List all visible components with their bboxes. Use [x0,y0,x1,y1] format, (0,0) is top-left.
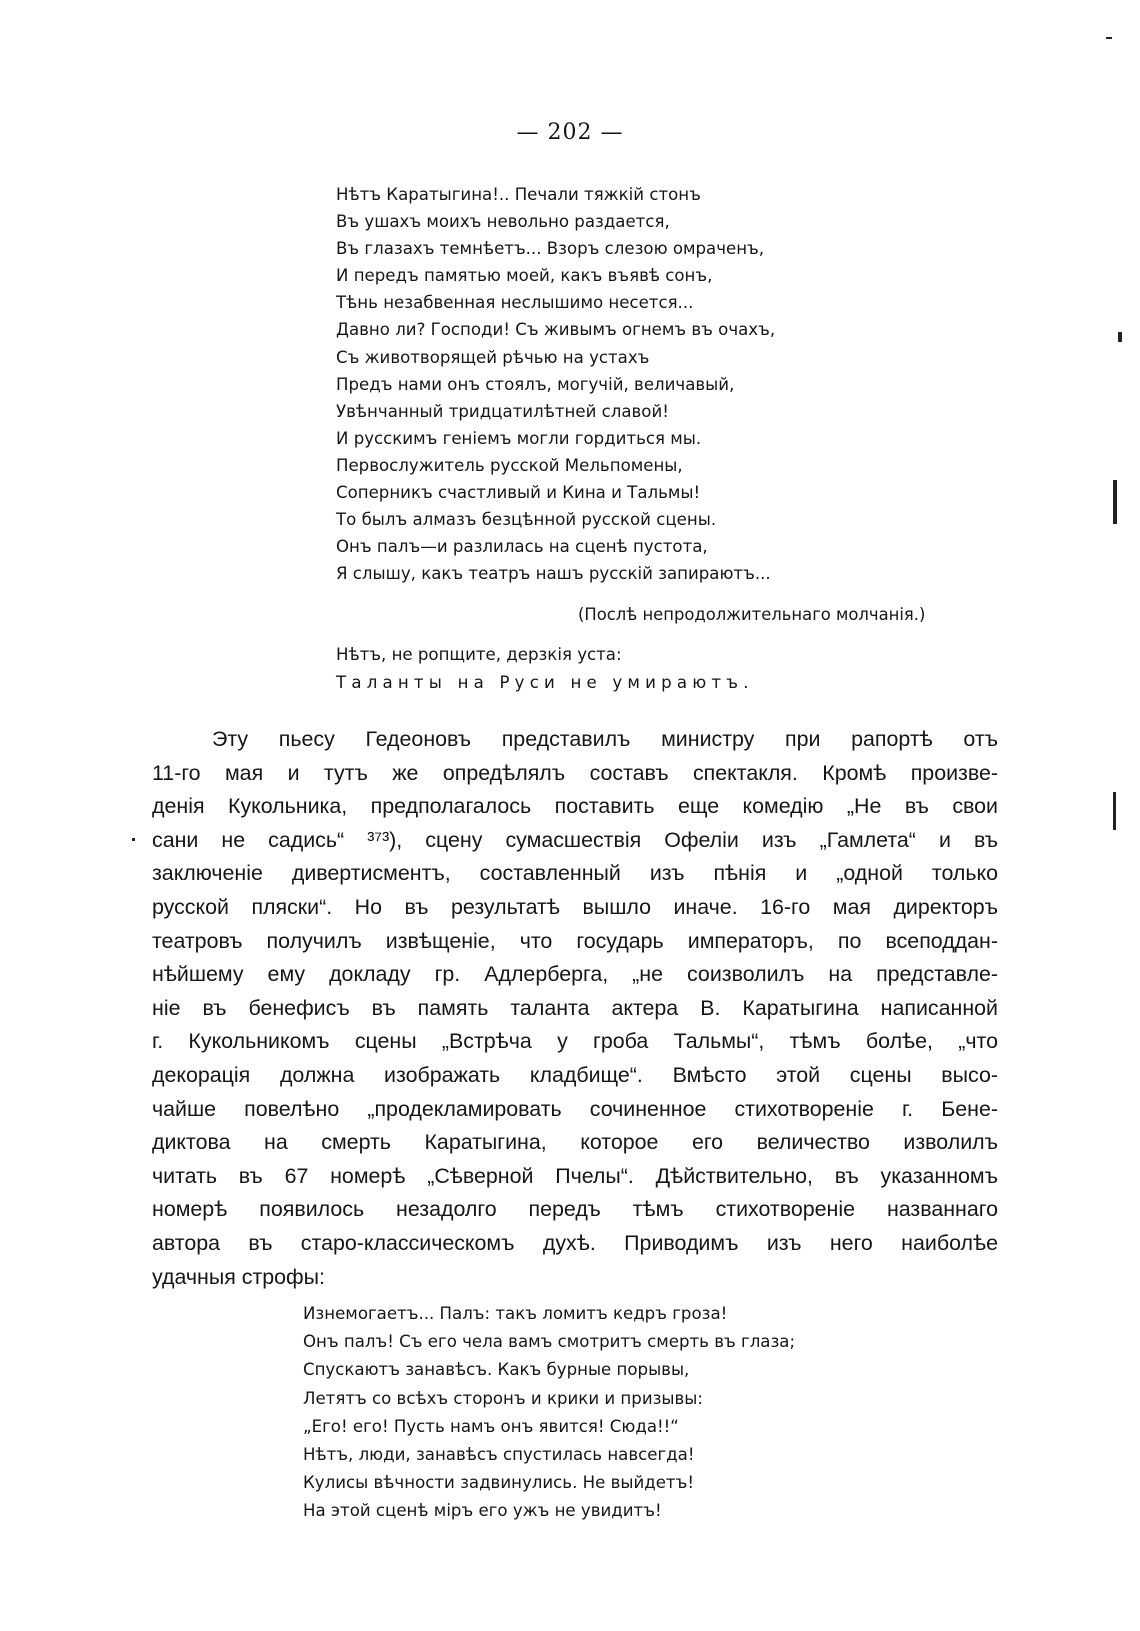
prose-line: нѣйшему ему докладу гр. Адлерберга, „не соизволилъ на представле- [152,962,998,987]
poem-line: Спускаютъ занавѣсъ. Какъ бурные порывы, [303,1360,690,1380]
prose-line: денія Кукольника, предполагалось поставить еще комедію „Не въ свои [152,794,998,819]
poem-line: Кулисы вѣчности задвинулись. Не выйдетъ! [303,1473,694,1493]
poem-line: Въ глазахъ темнѣетъ... Взоръ слезою омраченъ, [336,239,765,259]
poem-line: Предъ нами онъ стоялъ, могучій, величавый, [336,374,735,394]
poem-line: „Его! его! Пусть намъ онъ явится! Сюда!!“ [303,1416,679,1436]
poem-line: Съ животворящей рѣчью на устахъ [336,347,650,367]
prose-line: номерѣ появилось незадолго передъ тѣмъ стихотвореніе названнаго [152,1197,998,1222]
prose-line: декорація должна изображать кладбище“. Вмѣсто этой сцены высо- [152,1062,998,1087]
prose-paragraph [152,723,998,1294]
page-number: — 202 — [516,120,624,145]
prose-line: г. Кукольникомъ сцены „Встрѣча у гроба Тальмы“, тѣмъ болѣе, „что [152,1029,998,1054]
prose-line: диктова на смерть Каратыгина, которое его величество изволилъ [152,1130,998,1155]
prose-line: ніе въ бенефисъ въ память таланта актера В. Каратыгина написанной [152,995,998,1020]
scan-mark [1113,480,1117,524]
prose-line: чайше повелѣно „продекламировать сочиненное стихотвореніе г. Бене- [152,1096,998,1121]
scan-mark [132,838,135,841]
poem-line: И русскимъ геніемъ могли гордиться мы. [336,428,702,448]
poem-line: То былъ алмазъ безцѣнной русской сцены. [336,510,717,530]
poem-line: Нѣтъ, не ропщите, дерзкія уста: [336,645,622,664]
poem-line: Тѣнь незабвенная неслышимо несется... [336,293,694,313]
poem-line: И передъ памятью моей, какъ въявѣ сонъ, [336,266,713,286]
poem-line: Нѣтъ, люди, занавѣсъ спустилась навсегда! [303,1445,695,1465]
poem-line: Изнемогаетъ... Палъ: такъ ломитъ кедръ гроза! [303,1304,728,1323]
poem-line: Я слышу, какъ театръ нашъ русскій запираютъ... [336,564,771,584]
prose-line: театровъ получилъ извѣщеніе, что государь императоръ, по всеподдан- [152,928,998,953]
poem-line: Соперникъ счастливый и Кина и Тальмы! [336,483,701,503]
poem-line: Летятъ со всѣхъ сторонъ и крики и призывы: [303,1388,704,1408]
prose-line: удачныя строфы: [152,1264,325,1289]
scan-mark [1106,37,1112,39]
prose-line: заключеніе дивертисментъ, составленный изъ пѣнія и „одной только [152,861,998,886]
scan-mark [1113,792,1116,830]
poem-line: Давно ли? Господи! Съ живымъ огнемъ въ очахъ, [336,320,776,340]
poem-line: На этой сценѣ міръ его ужъ не увидитъ! [303,1501,662,1521]
prose-line: 11-го мая и тутъ же опредѣлялъ составъ спектакля. Кромѣ произве- [152,760,998,785]
poem-line: Онъ палъ! Съ его чела вамъ смотритъ смерть въ глаза; [303,1332,796,1352]
poem-line: Онъ палъ—и разлилась на сценѣ пустота, [336,537,708,557]
prose-line: русской пляски“. Но въ результатѣ вышло иначе. 16-го мая директоръ [152,894,998,919]
poem-stanza-1 [336,181,775,587]
poem-stanza-2 [303,1300,795,1526]
poem-line-spaced: Таланты на Руси не умираютъ. [336,672,754,692]
prose-line: читать въ 67 номерѣ „Сѣверной Пчелы“. Дѣйствительно, въ указанномъ [152,1163,998,1188]
poem-line: Въ ушахъ моихъ невольно раздается, [336,212,670,232]
stage-direction: (Послѣ непродолжительнаго молчанія.) [578,605,926,624]
scan-mark [1118,332,1122,342]
poem-line: Увѣнчанный тридцатилѣтней славой! [336,401,669,421]
prose-line: сани не садись“ ³⁷³), сцену сумасшествія Офеліи изъ „Гамлета“ и въ [152,827,998,852]
prose-line: Эту пьесу Гедеоновъ представилъ министру при рапортѣ отъ [212,727,998,751]
poem-line: Нѣтъ Каратыгина!.. Печали тяжкій стонъ [336,185,701,204]
poem-stanza-1-ending [336,641,754,696]
prose-line: автора въ старо-классическомъ духѣ. Приводимъ изъ него наиболѣе [152,1230,998,1255]
poem-line: Первослужитель русской Мельпомены, [336,455,683,475]
